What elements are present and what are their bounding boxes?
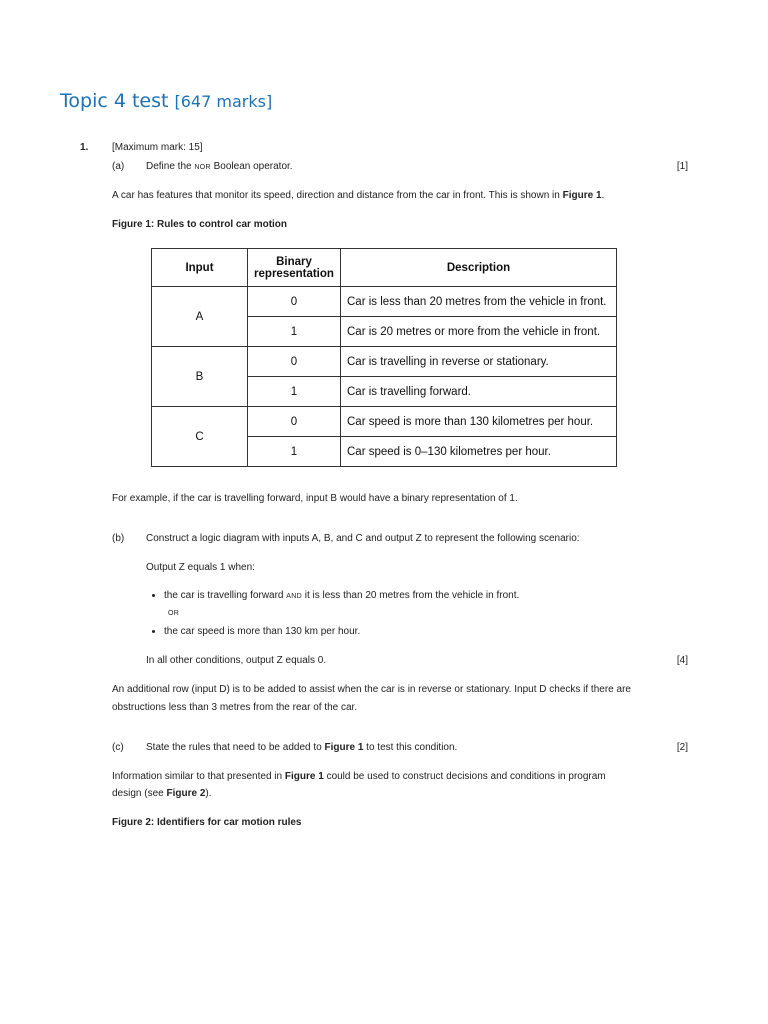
header-input: Input	[152, 249, 248, 287]
list-item: • the car speed is more than 130 km per hour.	[164, 626, 360, 637]
title-main: Topic 4 test	[60, 90, 169, 112]
part-c-text	[146, 742, 457, 753]
scenario-bullets	[150, 590, 519, 601]
info-line-1	[112, 771, 606, 782]
info-line2-post: ).	[205, 788, 212, 799]
question-number: 1.	[80, 142, 89, 153]
description-cell: Car speed is more than 130 kilometres per hour.	[341, 407, 617, 437]
part-a-text	[146, 161, 293, 172]
table-row	[152, 407, 617, 437]
nor-operator: NOR	[194, 164, 211, 171]
description-cell: Car is 20 metres or more from the vehicle in front.	[341, 317, 617, 347]
binary-cell: 1	[248, 317, 341, 347]
example-text: For example, if the car is travelling forward, input B would have a binary representation of 1.	[112, 493, 518, 504]
info-line2-ref: Figure 2	[166, 788, 206, 799]
intro-text	[112, 190, 604, 201]
info-line2-pre: design (see	[112, 788, 164, 799]
header-binary: Binary representation	[248, 249, 341, 287]
header-description: Description	[341, 249, 617, 287]
description-cell: Car is travelling forward.	[341, 377, 617, 407]
or-operator: OR	[168, 610, 180, 617]
info-line1-ref: Figure 1	[284, 771, 324, 782]
table-row	[152, 347, 617, 377]
other-conditions: In all other conditions, output Z equals 0.	[146, 655, 327, 666]
description-cell: Car speed is 0–130 kilometres per hour.	[341, 437, 617, 467]
input-cell: C	[152, 407, 248, 467]
part-c-text-pre: State the rules that need to be added to	[146, 742, 322, 753]
rules-table	[151, 248, 617, 467]
part-c-figure-ref: Figure 1	[324, 742, 364, 753]
description-cell: Car is less than 20 metres from the vehicle in front.	[341, 287, 617, 317]
bullet1-post: it is less than 20 metres from the vehicle in front.	[304, 590, 520, 601]
part-a-text-post: Boolean operator.	[213, 161, 293, 172]
binary-cell: 0	[248, 287, 341, 317]
part-a-mark: [1]	[676, 161, 688, 172]
part-c-label: (c)	[112, 742, 124, 753]
output-line: Output Z equals 1 when:	[146, 562, 255, 573]
description-cell: Car is travelling in reverse or stationary.	[341, 347, 617, 377]
intro-figure-ref: Figure 1	[562, 190, 602, 201]
input-cell: B	[152, 347, 248, 407]
part-b-label: (b)	[112, 533, 125, 544]
max-mark: [Maximum mark: 15]	[112, 142, 203, 153]
intro-pre: A car has features that monitor its speed, direction and distance from the car in front. This is shown in	[112, 190, 560, 201]
figure2-caption: Figure 2: Identifiers for car motion rules	[112, 817, 302, 828]
scenario-bullets-2	[150, 626, 360, 637]
binary-cell: 1	[248, 377, 341, 407]
binary-cell: 1	[248, 437, 341, 467]
part-a-text-pre: Define the	[146, 161, 192, 172]
info-line1-post: could be used to construct decisions and conditions in program	[326, 771, 606, 782]
page-title	[60, 90, 272, 112]
part-b-mark: [4]	[676, 655, 688, 666]
title-marks: [647 marks]	[174, 92, 273, 111]
part-b-text: Construct a logic diagram with inputs A, B, and C and output Z to represent the following scenario:	[146, 533, 580, 544]
part-c-text-post: to test this condition.	[366, 742, 458, 753]
info-line-2	[112, 788, 212, 799]
input-cell: A	[152, 287, 248, 347]
part-c-mark: [2]	[676, 742, 688, 753]
additional-line-2: obstructions less than 3 metres from the rear of the car.	[112, 702, 358, 713]
binary-cell: 0	[248, 347, 341, 377]
bullet1-pre: the car is travelling forward	[164, 590, 284, 601]
binary-cell: 0	[248, 407, 341, 437]
table-row	[152, 287, 617, 317]
and-operator: AND	[286, 593, 302, 600]
list-item	[164, 590, 519, 601]
intro-post: .	[601, 190, 605, 201]
part-a-label: (a)	[112, 161, 125, 172]
info-line1-pre: Information similar to that presented in	[112, 771, 283, 782]
additional-line-1: An additional row (input D) is to be added to assist when the car is in reverse or stationary. Input D checks if there are	[112, 684, 631, 695]
figure1-caption: Figure 1: Rules to control car motion	[112, 219, 288, 230]
